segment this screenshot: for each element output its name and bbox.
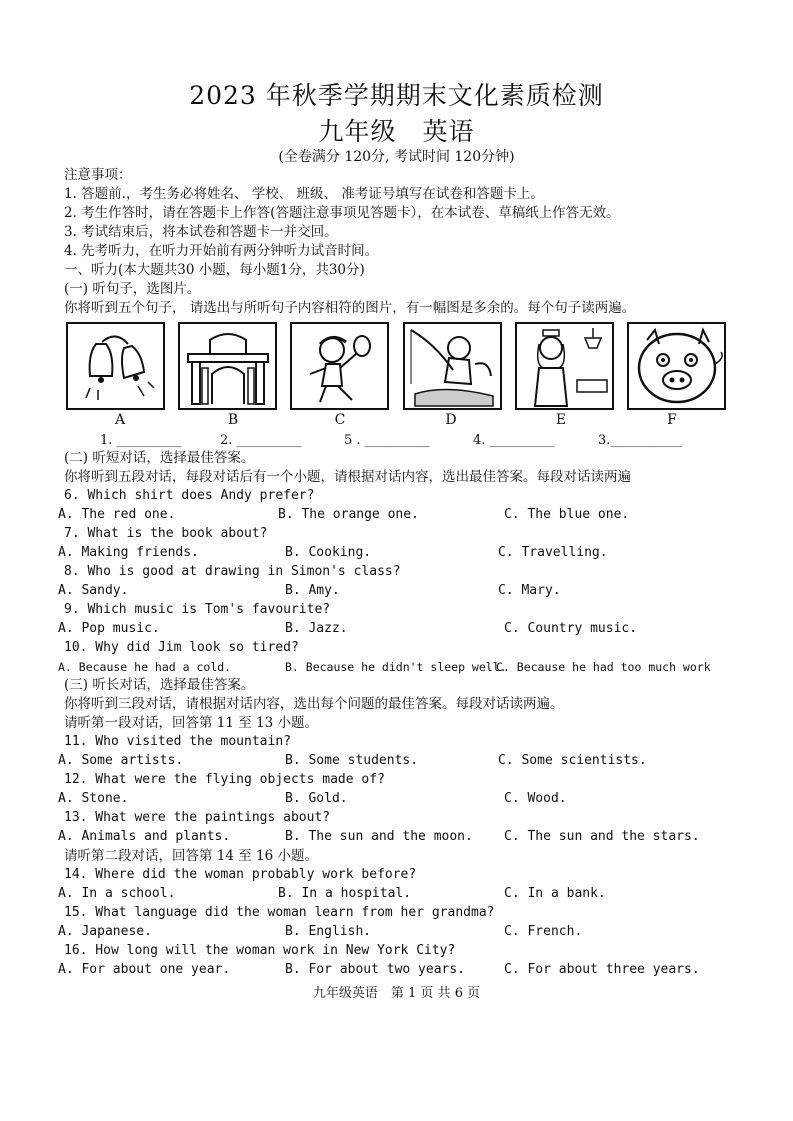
notice-item-1: 1. 答题前.，考生务必将姓名、 学校、 班级、 准考证号填写在试卷和答题卡上。 [64, 186, 544, 202]
q9-option-c[interactable]: C. Country music. [504, 621, 638, 636]
bells-icon [66, 322, 165, 410]
q9-option-a[interactable]: A. Pop music. [58, 621, 160, 636]
notice-heading: 注意事项： [64, 167, 132, 183]
part3-group2: 请听第二段对话，回答第 14 至 16 小题。 [64, 848, 319, 864]
notice-item-2: 2. 考生作答时，请在答题卡上作答(答题注意事项见答题卡），在本试卷、草稿纸上作答无效。 [64, 205, 620, 221]
question-12: 12. What were the flying objects made of? [64, 772, 385, 787]
q14-option-a[interactable]: A. In a school. [58, 886, 176, 901]
badminton-player-icon [290, 322, 389, 410]
q12-option-c[interactable]: C. Wood. [504, 791, 567, 806]
q15-option-a[interactable]: A. Japanese. [58, 924, 152, 939]
q7-option-a[interactable]: A. Making friends. [58, 545, 199, 560]
pic-label-a: A [114, 412, 126, 428]
q6-option-b[interactable]: B. The orange one. [278, 507, 419, 522]
page-footer: 九年级英语 第 1 页 共 6 页 [312, 986, 481, 1001]
answer-blank-2[interactable]: 2. __________ [220, 433, 302, 448]
q14-option-c[interactable]: C. In a bank. [504, 886, 606, 901]
q8-option-b[interactable]: B. Amy. [285, 583, 340, 598]
q13-option-b[interactable]: B. The sun and the moon. [285, 829, 473, 844]
q9-option-b[interactable]: B. Jazz. [285, 621, 348, 636]
part2-instruction: 你将听到五段对话，每段对话后有一个小题，请根据对话内容，选出最佳答案。每段对话读两遍 [64, 469, 631, 485]
pic-label-f: F [667, 412, 677, 428]
q6-option-a[interactable]: A. The red one. [58, 507, 176, 522]
part2-heading: (二) 听短对话，选择最佳答案。 [64, 450, 255, 466]
pic-label-b: B [227, 412, 239, 428]
notice-item-4: 4. 先考听力，在听力开始前有两分钟听力试音时间。 [64, 243, 379, 259]
q14-option-b[interactable]: B. In a hospital. [278, 886, 412, 901]
exam-title: 2023 年秋季学期期末文化素质检测 [189, 81, 604, 110]
question-11: 11. Who visited the mountain? [64, 734, 291, 749]
question-8: 8. Who is good at drawing in Simon's class? [64, 564, 401, 579]
q11-option-a[interactable]: A. Some artists. [58, 753, 184, 768]
q10-option-a[interactable]: A. Because he had a cold. [58, 660, 232, 674]
answer-blank-3[interactable]: 3.___________ [598, 433, 682, 448]
question-7: 7. What is the book about? [64, 526, 268, 541]
q15-option-c[interactable]: C. French. [504, 924, 583, 939]
part1-instruction: 你将听到五个句子， 请选出与所听句子内容相符的图片，有一幅图是多余的。每个句子读两遍。 [64, 300, 636, 316]
exam-score-note: (全卷满分 120分, 考试时间 120分钟) [278, 149, 515, 165]
question-14: 14. Where did the woman probably work before? [64, 867, 417, 882]
pic-label-e: E [555, 412, 567, 428]
q10-option-b[interactable]: B. Because he didn't sleep well. [285, 660, 507, 674]
q8-option-c[interactable]: C. Mary. [498, 583, 561, 598]
q15-option-b[interactable]: B. English. [285, 924, 372, 939]
q7-option-b[interactable]: B. Cooking. [285, 545, 372, 560]
notice-item-3: 3. 考试结束后，将本试卷和答题卡一并交回。 [64, 224, 338, 240]
part1-heading: (一) 听句子，选图片。 [64, 281, 201, 297]
question-15: 15. What language did the woman learn from her grandma? [64, 905, 495, 920]
q13-option-a[interactable]: A. Animals and plants. [58, 829, 231, 844]
fishing-boy-icon [403, 322, 502, 410]
q12-option-a[interactable]: A. Stone. [58, 791, 129, 806]
question-13: 13. What were the paintings about? [64, 810, 331, 825]
pig-icon [627, 322, 726, 410]
nurse-icon [515, 322, 614, 410]
picture-row [66, 322, 730, 412]
part3-instruction: 你将听到三段对话，请根据对话内容，选出每个问题的最佳答案。每段对话读两遍。 [64, 696, 564, 712]
pic-label-c: C [334, 412, 346, 428]
answer-blank-4[interactable]: 4. __________ [473, 433, 555, 448]
q11-option-b[interactable]: B. Some students. [285, 753, 419, 768]
question-9: 9. Which music is Tom's favourite? [64, 602, 331, 617]
q13-option-c[interactable]: C. The sun and the stars. [504, 829, 700, 844]
q12-option-b[interactable]: B. Gold. [285, 791, 348, 806]
q11-option-c[interactable]: C. Some scientists. [498, 753, 647, 768]
question-16: 16. How long will the woman work in New York City? [64, 943, 456, 958]
gate-icon [178, 322, 277, 410]
pic-label-d: D [445, 412, 457, 428]
part3-group1: 请听第一段对话，回答第 11 至 13 小题。 [64, 715, 319, 731]
question-6: 6. Which shirt does Andy prefer? [64, 488, 315, 503]
exam-subject: 九年级 英语 [318, 117, 475, 146]
part3-heading: (三) 听长对话，选择最佳答案。 [64, 677, 255, 693]
question-10: 10. Why did Jim look so tired? [64, 640, 299, 655]
q16-option-a[interactable]: A. For about one year. [58, 962, 231, 977]
q16-option-b[interactable]: B. For about two years. [285, 962, 466, 977]
q6-option-c[interactable]: C. The blue one. [504, 507, 630, 522]
q8-option-a[interactable]: A. Sandy. [58, 583, 129, 598]
q10-option-c[interactable]: C. Because he had too much work [496, 660, 711, 674]
q7-option-c[interactable]: C. Travelling. [498, 545, 608, 560]
answer-blank-1[interactable]: 1. __________ [100, 433, 182, 448]
q16-option-c[interactable]: C. For about three years. [504, 962, 700, 977]
section1-heading: 一、听力(本大题共30 小题，每小题1分，共30分) [64, 262, 365, 278]
answer-blank-5[interactable]: 5 . __________ [344, 433, 430, 448]
